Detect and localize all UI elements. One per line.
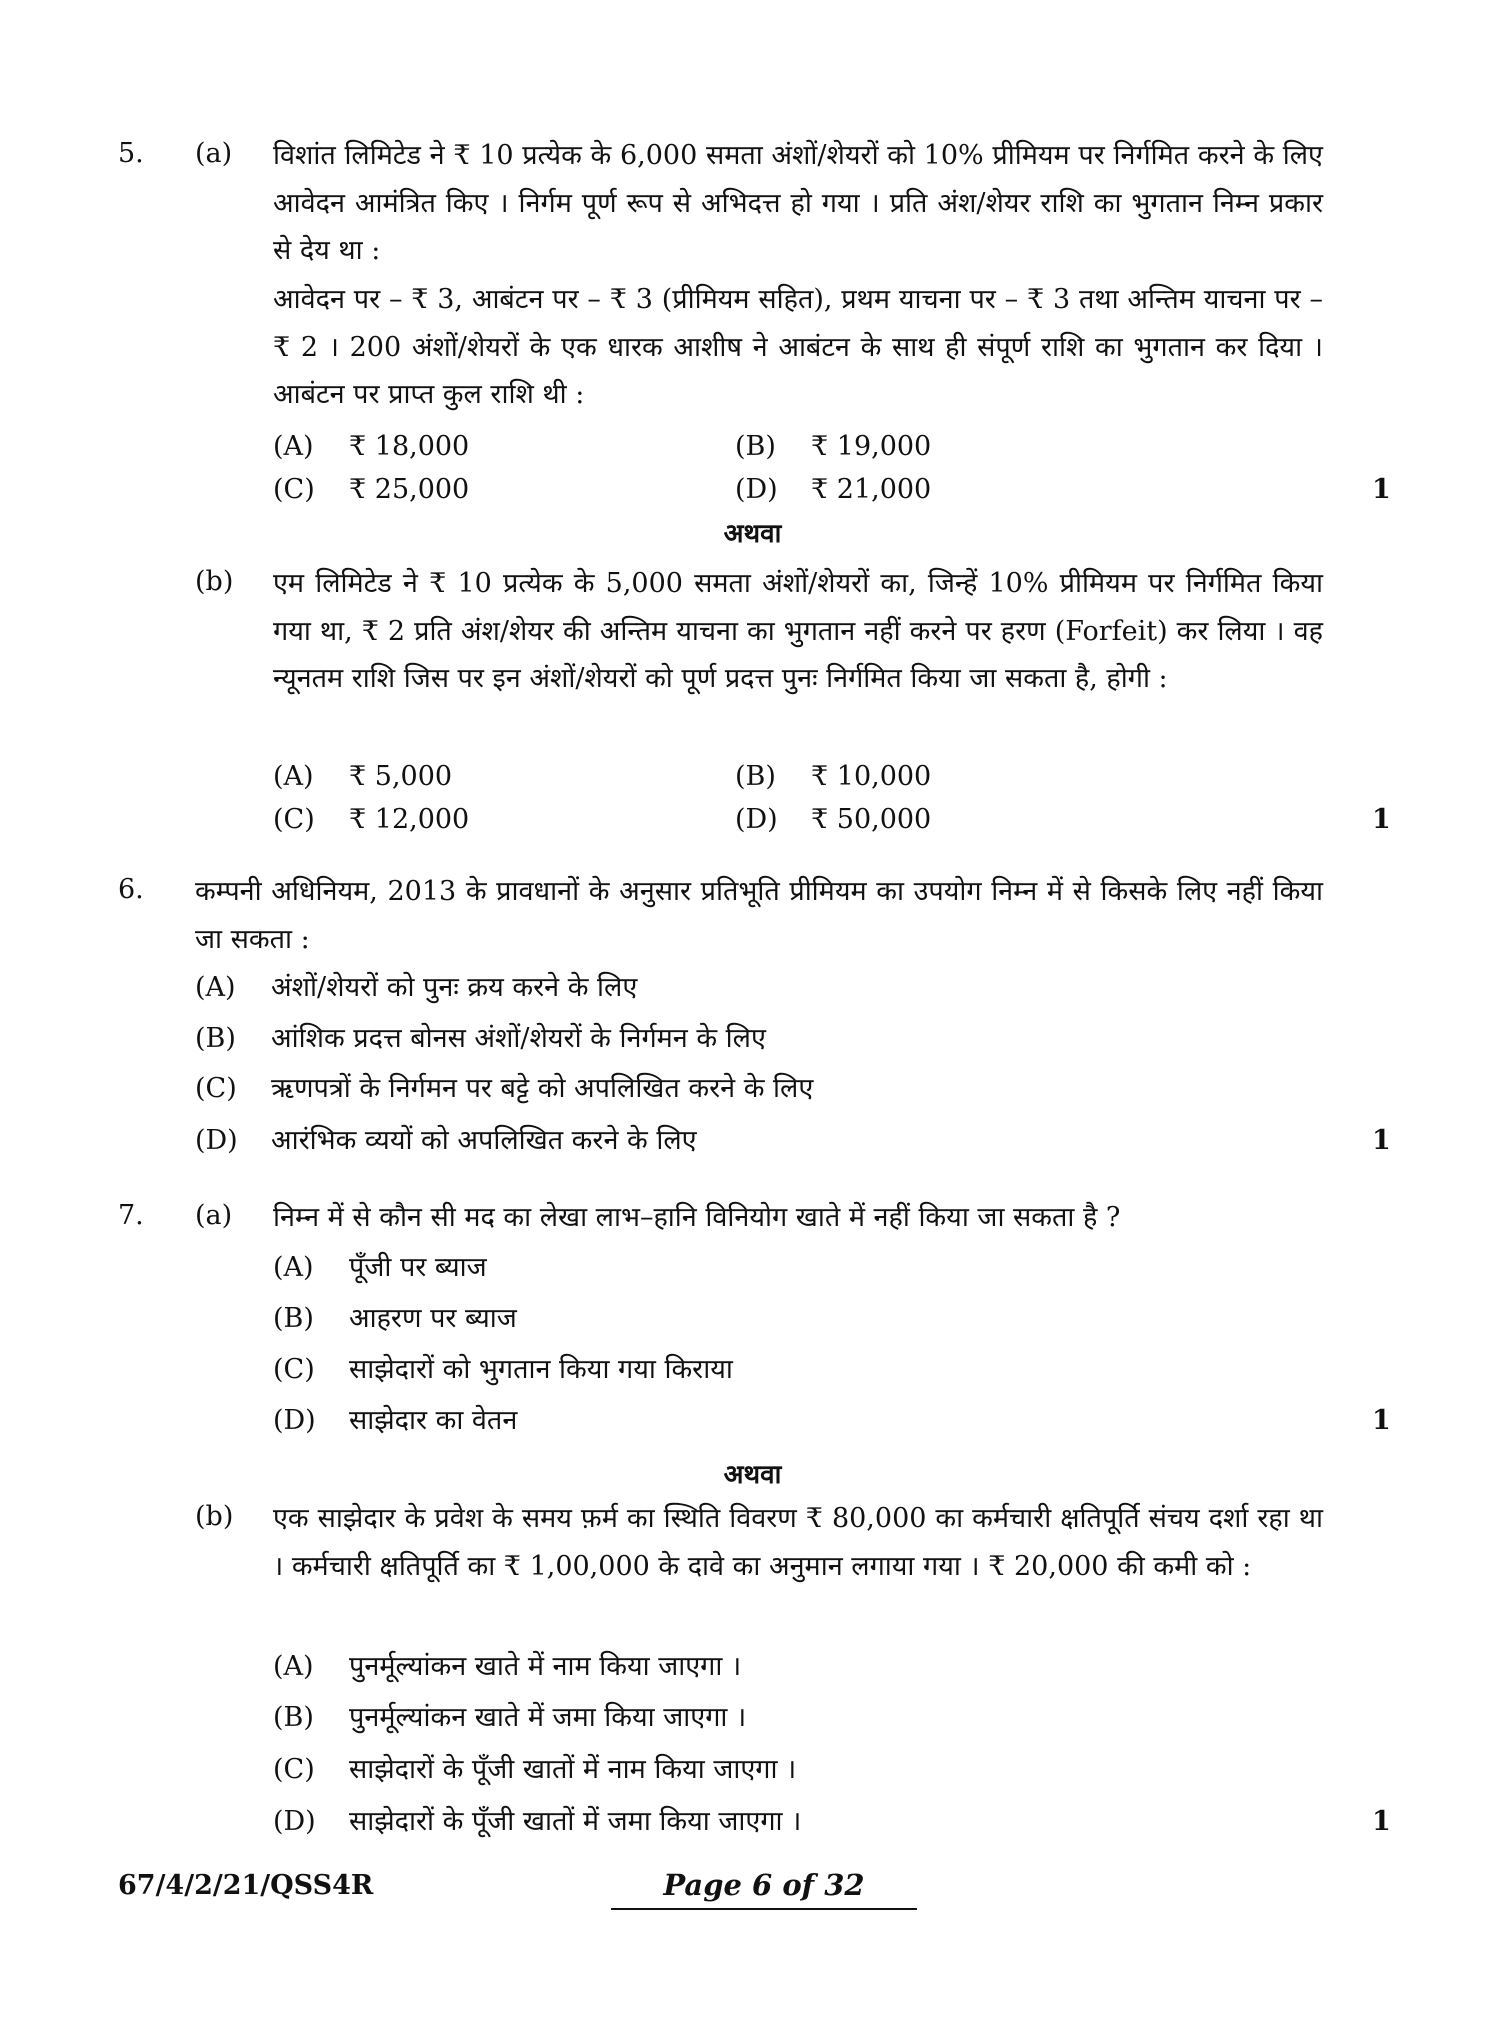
marks: 1 (1372, 1405, 1391, 1436)
option (273, 1698, 746, 1738)
option (273, 1647, 741, 1687)
option (273, 1248, 487, 1288)
option-text: ₹ 10,000 (811, 761, 932, 792)
or-divider: अथवा (723, 1460, 782, 1490)
question-number: 6. (118, 874, 144, 905)
option-label: (A) (273, 431, 314, 462)
option-text: आहरण पर ब्याज (349, 1303, 517, 1334)
option-label: (B) (273, 1702, 314, 1733)
or-divider: अथवा (723, 519, 782, 549)
option-text: ₹ 21,000 (811, 474, 932, 505)
option-text: साझेदारों को भुगतान किया गया किराया (349, 1354, 733, 1385)
option-text: आंशिक प्रदत्त बोनस अंशों/शेयरों के निर्गमन के लिए (271, 1023, 766, 1054)
option-text: साझेदारों के पूँजी खातों में जमा किया जाएगा । (349, 1806, 802, 1837)
option-label: (C) (273, 1354, 315, 1385)
option-text: पुनर्मूल्यांकन खाते में जमा किया जाएगा । (349, 1702, 747, 1733)
option (195, 968, 637, 1008)
option (735, 427, 931, 467)
option-text: आरंभिक व्ययों को अपलिखित करने के लिए (271, 1125, 697, 1156)
question-text: एक साझेदार के प्रवेश के समय फ़र्म का स्थिति विवरण ₹ 80,000 का कर्मचारी क्षतिपूर्ति संचय दर्शा रहा था । कर्मचारी क्षतिपूर्ति का ₹ 1,00,000 के दावे का अनुमान लगाया गया । ₹ 20,000 की कमी को : (273, 1503, 1323, 1582)
question-text: आवेदन पर – ₹ 3, आबंटन पर – ₹ 3 (प्रीमियम सहित), प्रथम याचना पर – ₹ 3 तथा अन्तिम याचना पर – ₹ 2 । 200 अंशों/शेयरों के एक धारक आशीष ने आबंटन के साथ ही संपूर्ण राशि का भुगतान कर दिया । आबंटन पर प्राप्त कुल राशि थी : (273, 284, 1323, 410)
option (735, 757, 931, 797)
option-text: ₹ 18,000 (349, 431, 470, 462)
option (273, 470, 469, 510)
option (273, 427, 469, 467)
option (735, 470, 931, 510)
question-text: निम्न में से कौन सी मद का लेखा लाभ–हानि विनियोग खाते में नहीं किया जा सकता है ? (273, 1202, 1121, 1233)
option-label: (A) (273, 761, 314, 792)
option-text: ऋणपत्रों के निर्गमन पर बट्टे को अपलिखित करने के लिए (271, 1073, 814, 1104)
option-label: (C) (273, 804, 315, 835)
marks: 1 (1372, 1125, 1391, 1156)
marks: 1 (1372, 804, 1391, 835)
option-text: ₹ 19,000 (811, 431, 932, 462)
marks: 1 (1372, 1806, 1391, 1837)
option (195, 1069, 813, 1109)
option-label: (D) (273, 1405, 316, 1436)
question-text: विशांत लिमिटेड ने ₹ 10 प्रत्येक के 6,000 समता अंशों/शेयरों को 10% प्रीमियम पर निर्गमित करने के लिए आवेदन आमंत्रित किए । निर्गम पूर्ण रूप से अभिदत्त हो गया । प्रति अंश/शेयर राशि का भुगतान निम्न प्रकार से देय था : (273, 140, 1323, 266)
option (195, 1121, 697, 1161)
option-text: पुनर्मूल्यांकन खाते में नाम किया जाएगा । (349, 1651, 742, 1682)
option-label: (B) (273, 1303, 314, 1334)
subpart-label: (b) (195, 1501, 234, 1532)
option-label: (C) (273, 1754, 315, 1785)
subpart-label: (a) (195, 1200, 233, 1231)
option (273, 1802, 801, 1842)
option (273, 1401, 517, 1441)
option-label: (A) (273, 1252, 314, 1283)
option-label: (C) (195, 1073, 237, 1104)
option-text: पूँजी पर ब्याज (349, 1252, 487, 1283)
option-label: (B) (195, 1023, 236, 1054)
option-label: (D) (735, 804, 778, 835)
option (273, 800, 469, 840)
option (273, 757, 452, 797)
marks: 1 (1372, 474, 1391, 505)
option-text: साझेदार का वेतन (349, 1405, 518, 1436)
subpart-label: (a) (195, 138, 233, 169)
option (195, 1019, 766, 1059)
option-label: (D) (273, 1806, 316, 1837)
option-label: (A) (195, 972, 236, 1003)
option-text: ₹ 5,000 (349, 761, 453, 792)
subpart-label: (b) (195, 566, 234, 597)
option-label: (B) (735, 431, 776, 462)
option (735, 800, 931, 840)
option (273, 1750, 796, 1790)
question-text: कम्पनी अधिनियम, 2013 के प्रावधानों के अनुसार प्रतिभूति प्रीमियम का उपयोग निम्न में से किसके लिए नहीं किया जा सकता : (195, 876, 1323, 955)
page-number: Page 6 of 32 (611, 1868, 917, 1910)
paper-code: 67/4/2/21/QSS4R (118, 1870, 374, 1901)
option-text: ₹ 25,000 (349, 474, 470, 505)
option-label: (B) (735, 761, 776, 792)
option-label: (A) (273, 1651, 314, 1682)
option-label: (C) (273, 474, 315, 505)
option-text: ₹ 12,000 (349, 804, 470, 835)
question-number: 5. (118, 138, 144, 169)
question-text: एम लिमिटेड ने ₹ 10 प्रत्येक के 5,000 समता अंशों/शेयरों का, जिन्हें 10% प्रीमियम पर निर्गमित किया गया था, ₹ 2 प्रति अंश/शेयर की अन्तिम याचना का भुगतान नहीं करने पर हरण (Forfeit) कर लिया । वह न्यूनतम राशि जिस पर इन अंशों/शेयरों को पूर्ण प्रदत्त पुनः निर्गमित किया जा सकता है, होगी : (273, 568, 1323, 694)
option (273, 1350, 733, 1390)
option-text: अंशों/शेयरों को पुनः क्रय करने के लिए (271, 972, 638, 1003)
option-text: साझेदारों के पूँजी खातों में नाम किया जाएगा । (349, 1754, 797, 1785)
question-number: 7. (118, 1200, 144, 1231)
option-label: (D) (735, 474, 778, 505)
option-text: ₹ 50,000 (811, 804, 932, 835)
option (273, 1299, 517, 1339)
option-label: (D) (195, 1125, 238, 1156)
